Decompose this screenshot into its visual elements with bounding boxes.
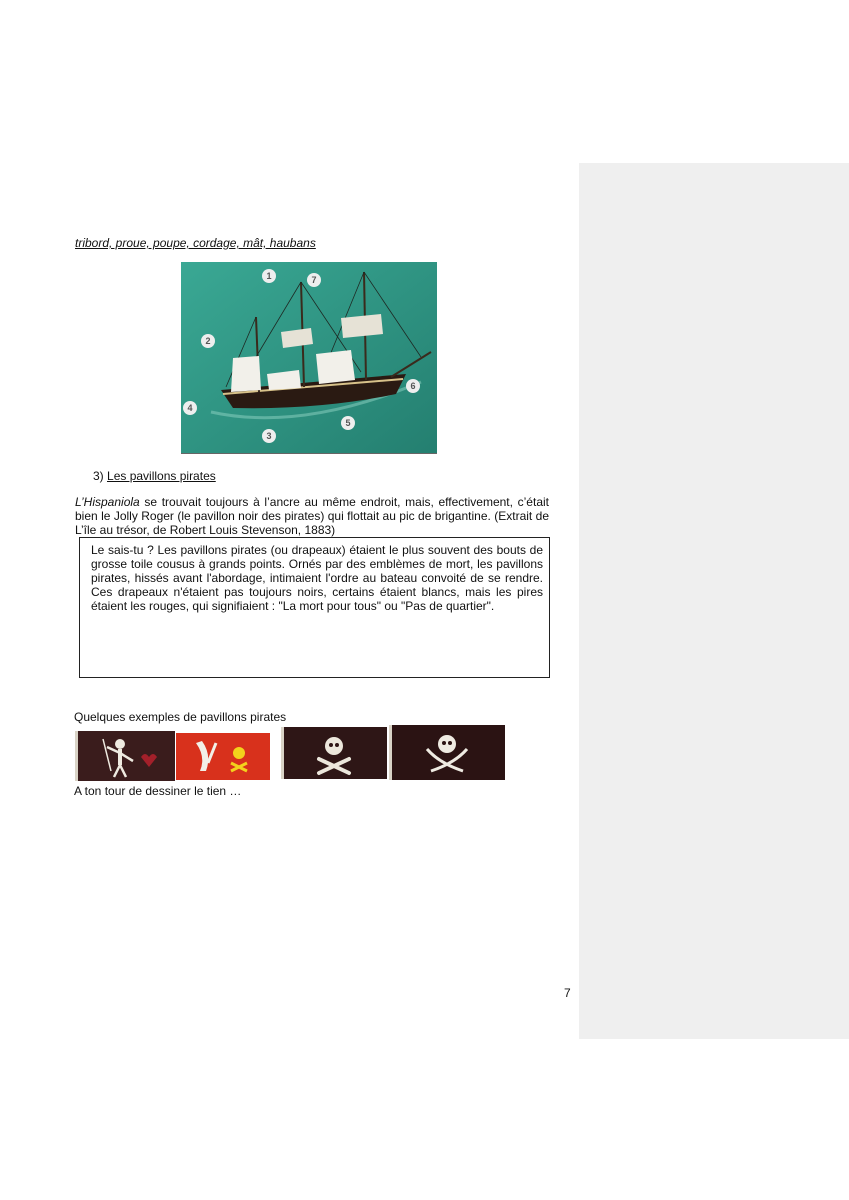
ship-photo	[181, 262, 437, 454]
svg-text:1: 1	[266, 271, 272, 281]
skull-crossed-swords-flag	[389, 725, 505, 780]
svg-text:2: 2	[205, 336, 211, 346]
svg-text:5: 5	[345, 418, 351, 428]
svg-text:4: 4	[187, 403, 193, 413]
section-number: 3)	[93, 469, 104, 483]
ship-name: L’Hispaniola	[75, 495, 140, 509]
red-arm-skull-flag	[176, 733, 270, 780]
did-you-know-text: Le sais-tu ? Les pavillons pirates (ou drapeaux) étaient le plus souvent des bouts de grosse toile cousus à grands points. Ornés par des emblèmes de mort, les pavillons pirates, hissés avant l'abordage, intimaient l'ordre au bateau convoité de se rendre. Ces drapeaux n'étaient pas toujours noirs, certains étaient blancs, mais les pires étaient les rouges, qui signifiaient : "La mort pour tous" ou "Pas de quartier".	[91, 543, 543, 613]
comment-margin	[579, 163, 849, 1039]
section-title: Les pavillons pirates	[107, 469, 216, 483]
marker-7	[307, 273, 321, 287]
marker-6	[406, 379, 420, 393]
book-quote	[75, 495, 549, 537]
svg-text:7: 7	[311, 275, 317, 285]
section-heading	[93, 469, 216, 483]
page-number: 7	[564, 986, 571, 1000]
svg-text:3: 3	[266, 431, 272, 441]
marker-5	[341, 416, 355, 430]
vocabulary-line: tribord, proue, poupe, cordage, mât, haubans	[75, 236, 316, 250]
marker-1	[262, 269, 276, 283]
marker-3	[262, 429, 276, 443]
draw-prompt: A ton tour de dessiner le tien …	[74, 784, 242, 798]
examples-heading: Quelques exemples de pavillons pirates	[74, 710, 287, 724]
did-you-know-box	[79, 537, 550, 678]
marker-4	[183, 401, 197, 415]
quote-text: se trouvait toujours à l’ancre au même endroit, mais, effectivement, c’était bien le Jolly Roger (le pavillon noir des pirates) qui flottait au pic de brigantine. (Extrait de L’île au trésor, de Robert Louis Stevenson, 1883)	[75, 495, 549, 537]
skull-crossbones-flag	[281, 727, 387, 779]
marker-2	[201, 334, 215, 348]
svg-text:6: 6	[410, 381, 416, 391]
skeleton-heart-flag	[75, 731, 175, 781]
